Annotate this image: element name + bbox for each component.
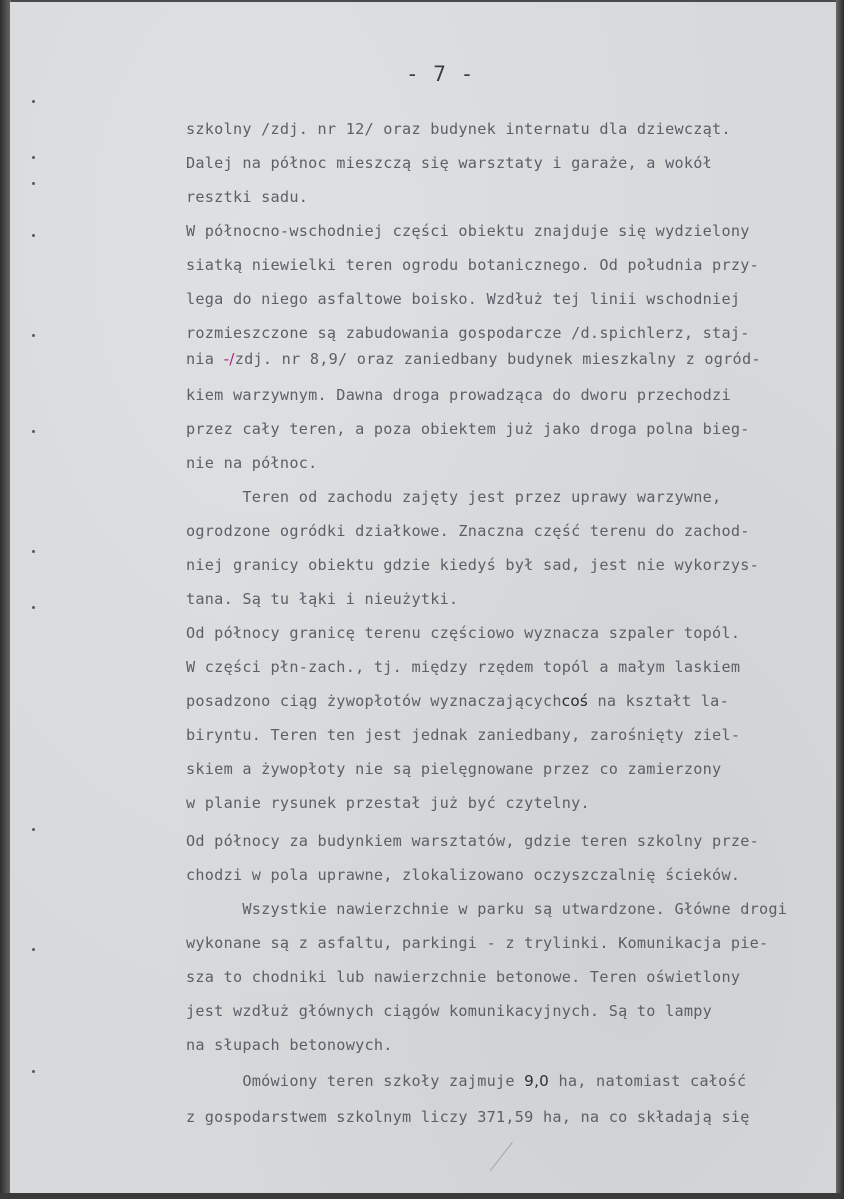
text-line: skiem a żywopłoty nie są pielęgnowane przez co zamierzony <box>186 760 722 778</box>
text-line-end: zdj. nr 8,9/ oraz zaniedbany budynek mieszkalny z ogród- <box>234 350 761 368</box>
text-line: Od północy za budynkiem warsztatów, gdzie teren szkolny prze- <box>186 832 760 850</box>
scan-edge-bottom <box>0 1193 844 1199</box>
text-line: z gospodarstwem szkolnym liczy 371,59 ha, na co składają się <box>186 1108 750 1126</box>
text-line: w planie rysunek przestał już być czytelny. <box>186 794 590 812</box>
text-line <box>186 1071 746 1091</box>
text-line: niej granicy obiektu gdzie kiedyś był sad, jest nie wykorzys- <box>186 556 760 574</box>
text-line-start: posadzono ciąg żywopłotów wyznaczających <box>186 692 562 710</box>
document-page <box>10 2 836 1193</box>
handwritten-insertion: coś <box>561 692 589 710</box>
text-line-start: Omówiony teren szkoły zajmuje <box>186 1072 525 1090</box>
text-line: resztki sadu. <box>186 188 309 206</box>
text-line: siatką niewielki teren ogrodu botanicznego. Od południa przy- <box>186 256 760 274</box>
punch-hole-mark <box>32 828 35 831</box>
text-line-end: ha, natomiast całość <box>549 1072 747 1090</box>
punch-hole-mark <box>32 948 35 951</box>
text-line: chodzi w pola uprawne, zlokalizowano oczyszczalnię ścieków. <box>186 866 741 884</box>
handwritten-insertion: 9,0 <box>524 1072 550 1090</box>
text-line <box>186 691 729 711</box>
punch-hole-mark <box>32 182 35 185</box>
text-line <box>186 349 761 369</box>
text-line: na słupach betonowych. <box>186 1036 393 1054</box>
punch-hole-mark <box>32 100 35 103</box>
page-number: - 7 - <box>406 62 475 86</box>
text-line: W części płn-zach., tj. między rzędem topól a małym laskiem <box>186 658 741 676</box>
text-line: nie na północ. <box>186 454 318 472</box>
text-line: wykonane są z asfaltu, parkingi - z trylinki. Komunikacja pie- <box>186 934 769 952</box>
text-line: szkolny /zdj. nr 12/ oraz budynek internatu dla dziewcząt. <box>186 120 731 138</box>
text-line: jest wzdłuż głównych ciągów komunikacyjnych. Są to lampy <box>186 1002 713 1020</box>
punch-hole-mark <box>32 234 35 237</box>
text-line: Dalej na północ mieszczą się warsztaty i garaże, a wokół <box>186 154 713 172</box>
text-line: ogrodzone ogródki działkowe. Znaczna część terenu do zachod- <box>186 522 750 540</box>
text-line: przez cały teren, a poza obiektem już jako droga polna bieg- <box>186 420 750 438</box>
punch-hole-mark <box>32 156 35 159</box>
handwritten-correction-mark: -/ <box>223 350 235 368</box>
scan-edge-right <box>836 0 844 1199</box>
text-line: biryntu. Teren ten jest jednak zaniedbany, zarośnięty ziel- <box>186 726 741 744</box>
text-line: Wszystkie nawierzchnie w parku są utwardzone. Główne drogi <box>186 900 788 918</box>
text-line: Od północy granicę terenu częściowo wyznacza szpaler topól. <box>186 624 741 642</box>
text-line-start: nia <box>186 350 224 368</box>
text-line: kiem warzywnym. Dawna droga prowadząca do dworu przechodzi <box>186 386 731 404</box>
text-line-end: na kształt la- <box>588 692 729 710</box>
punch-hole-mark <box>32 550 35 553</box>
text-line: lega do niego asfaltowe boisko. Wzdłuż tej linii wschodniej <box>186 290 741 308</box>
text-line: sza to chodniki lub nawierzchnie betonowe. Teren oświetlony <box>186 968 741 986</box>
text-line: rozmieszczone są zabudowania gospodarcze /d.spichlerz, staj- <box>186 324 750 342</box>
text-line: W północno-wschodniej części obiektu znajduje się wydzielony <box>186 222 750 240</box>
pencil-stroke-mark <box>490 1142 530 1185</box>
punch-hole-mark <box>32 430 35 433</box>
punch-hole-mark <box>32 1070 35 1073</box>
punch-hole-mark <box>32 606 35 609</box>
punch-hole-mark <box>32 334 35 337</box>
text-line: Teren od zachodu zajęty jest przez uprawy warzywne, <box>186 488 722 506</box>
text-line: tana. Są tu łąki i nieużytki. <box>186 590 459 608</box>
